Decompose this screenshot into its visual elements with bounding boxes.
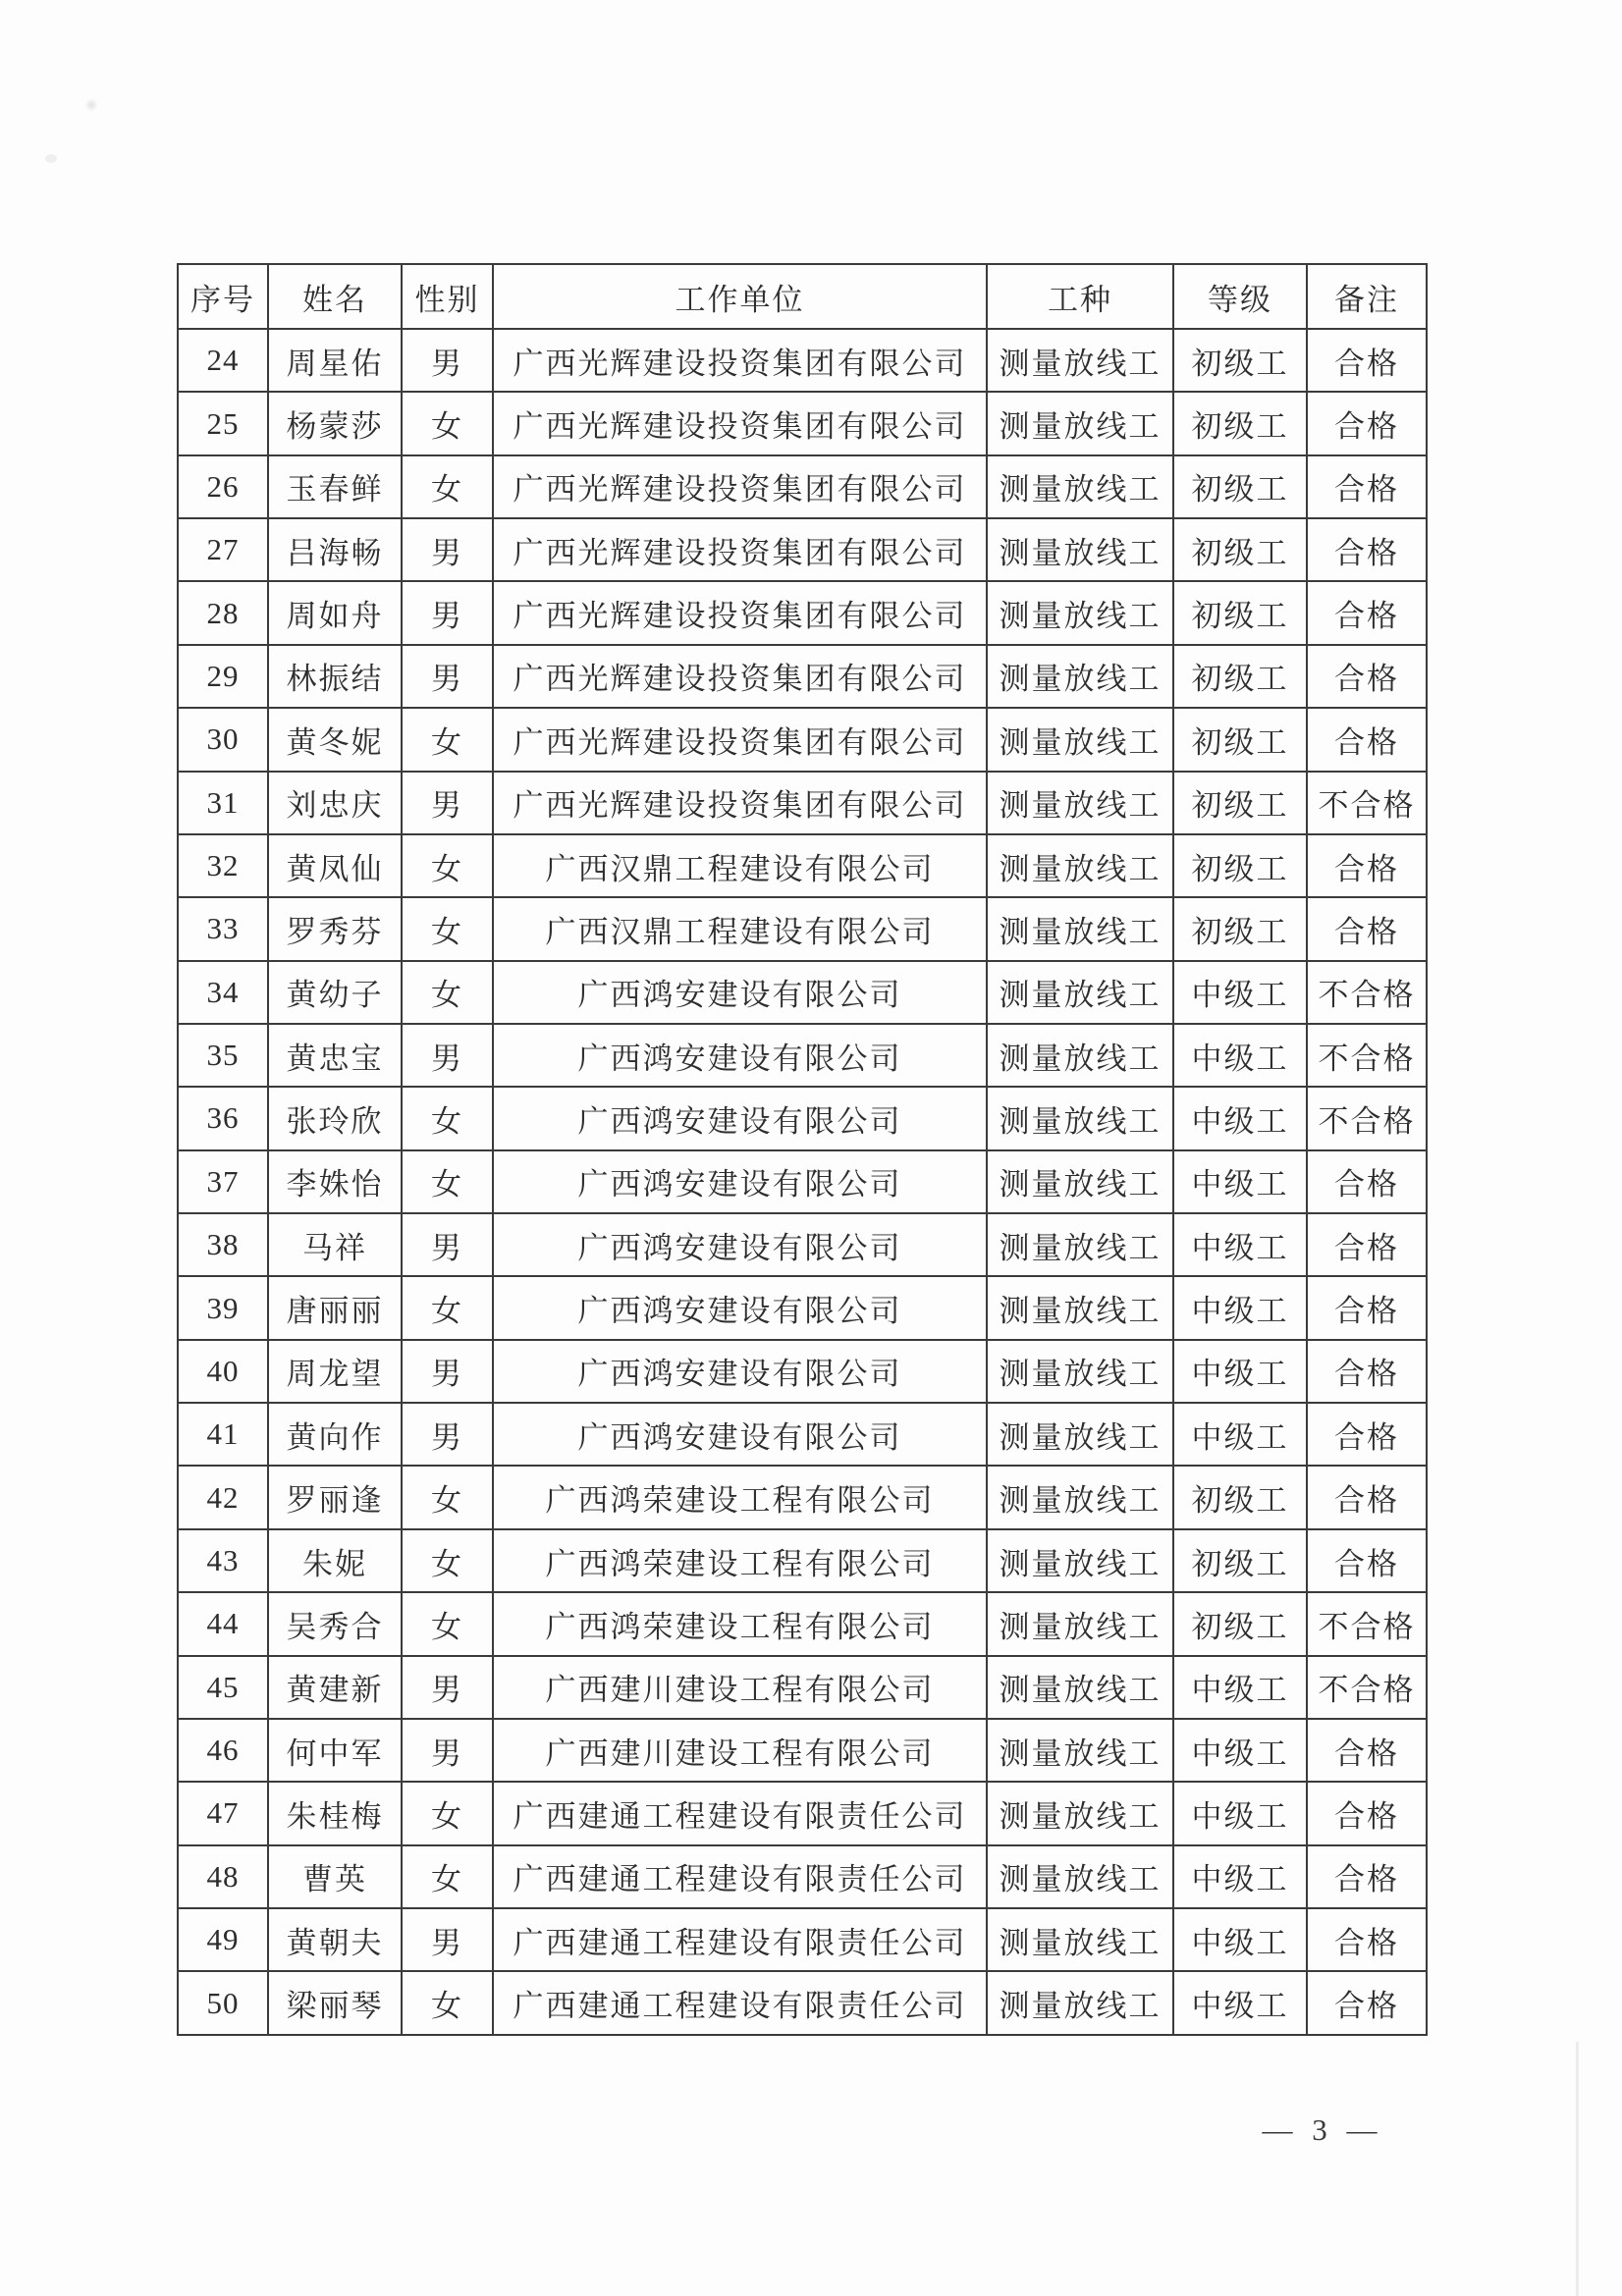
- cell-gender: 女: [402, 1845, 493, 1908]
- table-row: [178, 518, 1427, 581]
- cell-no: 38: [178, 1213, 268, 1276]
- cell-remark: 合格: [1307, 1908, 1427, 1971]
- cell-remark: 不合格: [1307, 1656, 1427, 1719]
- cell-name: 罗丽逢: [268, 1466, 402, 1528]
- cell-company: 广西光辉建设投资集团有限公司: [493, 772, 987, 834]
- cell-gender: 男: [402, 581, 493, 644]
- cell-trade: 测量放线工: [987, 455, 1173, 518]
- cell-trade: 测量放线工: [987, 708, 1173, 771]
- cell-trade: 测量放线工: [987, 1719, 1173, 1782]
- cell-gender: 女: [402, 1276, 493, 1339]
- cell-company: 广西建通工程建设有限责任公司: [493, 1845, 987, 1908]
- cell-remark: 合格: [1307, 834, 1427, 897]
- cell-trade: 测量放线工: [987, 834, 1173, 897]
- cell-name: 黄忠宝: [268, 1024, 402, 1087]
- cell-no: 47: [178, 1782, 268, 1844]
- cell-level: 中级工: [1173, 1782, 1307, 1844]
- table-row: [178, 1150, 1427, 1213]
- cell-company: 广西光辉建设投资集团有限公司: [493, 518, 987, 581]
- cell-remark: 合格: [1307, 1213, 1427, 1276]
- cell-gender: 男: [402, 772, 493, 834]
- cell-gender: 女: [402, 1529, 493, 1592]
- cell-trade: 测量放线工: [987, 329, 1173, 392]
- cell-level: 中级工: [1173, 1719, 1307, 1782]
- cell-remark: 合格: [1307, 1782, 1427, 1844]
- cell-name: 杨蒙莎: [268, 392, 402, 454]
- cell-company: 广西光辉建设投资集团有限公司: [493, 455, 987, 518]
- cell-level: 初级工: [1173, 834, 1307, 897]
- cell-company: 广西鸿安建设有限公司: [493, 1276, 987, 1339]
- table-row: [178, 834, 1427, 897]
- table-row: [178, 1529, 1427, 1592]
- table-row: [178, 645, 1427, 708]
- cell-level: 初级工: [1173, 1466, 1307, 1528]
- cell-name: 朱妮: [268, 1529, 402, 1592]
- cell-gender: 男: [402, 1656, 493, 1719]
- cell-no: 28: [178, 581, 268, 644]
- table-row: [178, 581, 1427, 644]
- column-header-trade: 工种: [987, 264, 1173, 329]
- cell-no: 41: [178, 1403, 268, 1466]
- cell-gender: 女: [402, 708, 493, 771]
- cell-gender: 男: [402, 518, 493, 581]
- cell-trade: 测量放线工: [987, 1276, 1173, 1339]
- table-row: [178, 897, 1427, 960]
- cell-name: 黄建新: [268, 1656, 402, 1719]
- cell-level: 初级工: [1173, 455, 1307, 518]
- cell-level: 初级工: [1173, 897, 1307, 960]
- cell-no: 48: [178, 1845, 268, 1908]
- cell-level: 中级工: [1173, 1656, 1307, 1719]
- column-header-gender: 性别: [402, 264, 493, 329]
- cell-level: 中级工: [1173, 1150, 1307, 1213]
- cell-remark: 合格: [1307, 1403, 1427, 1466]
- cell-company: 广西光辉建设投资集团有限公司: [493, 329, 987, 392]
- cell-company: 广西鸿安建设有限公司: [493, 1403, 987, 1466]
- cell-level: 中级工: [1173, 1845, 1307, 1908]
- certification-results-table: [177, 263, 1428, 2036]
- cell-remark: 合格: [1307, 708, 1427, 771]
- cell-name: 张玲欣: [268, 1087, 402, 1149]
- cell-remark: 不合格: [1307, 1024, 1427, 1087]
- cell-trade: 测量放线工: [987, 1024, 1173, 1087]
- cell-gender: 女: [402, 961, 493, 1024]
- cell-name: 朱桂梅: [268, 1782, 402, 1844]
- cell-level: 中级工: [1173, 1908, 1307, 1971]
- cell-company: 广西鸿安建设有限公司: [493, 1087, 987, 1149]
- cell-trade: 测量放线工: [987, 1971, 1173, 2035]
- cell-trade: 测量放线工: [987, 1656, 1173, 1719]
- cell-gender: 女: [402, 1150, 493, 1213]
- table-row: [178, 392, 1427, 454]
- table-row: [178, 1403, 1427, 1466]
- cell-name: 黄冬妮: [268, 708, 402, 771]
- column-header-remark: 备注: [1307, 264, 1427, 329]
- cell-level: 中级工: [1173, 1340, 1307, 1403]
- cell-level: 初级工: [1173, 392, 1307, 454]
- cell-remark: 合格: [1307, 581, 1427, 644]
- table-row: [178, 1466, 1427, 1528]
- scan-edge-streak: [1576, 2042, 1579, 2296]
- cell-name: 黄幼子: [268, 961, 402, 1024]
- cell-trade: 测量放线工: [987, 1087, 1173, 1149]
- cell-gender: 女: [402, 1782, 493, 1844]
- cell-name: 黄朝夫: [268, 1908, 402, 1971]
- table-row: [178, 1656, 1427, 1719]
- cell-no: 34: [178, 961, 268, 1024]
- cell-remark: 合格: [1307, 455, 1427, 518]
- cell-level: 初级工: [1173, 708, 1307, 771]
- table-row: [178, 772, 1427, 834]
- cell-level: 中级工: [1173, 1971, 1307, 2035]
- cell-gender: 男: [402, 1340, 493, 1403]
- cell-name: 周如舟: [268, 581, 402, 644]
- cell-no: 30: [178, 708, 268, 771]
- cell-remark: 合格: [1307, 1276, 1427, 1339]
- cell-no: 37: [178, 1150, 268, 1213]
- table-row: [178, 1276, 1427, 1339]
- table-row: [178, 1971, 1427, 2035]
- cell-level: 初级工: [1173, 772, 1307, 834]
- cell-company: 广西鸿安建设有限公司: [493, 1024, 987, 1087]
- cell-level: 中级工: [1173, 961, 1307, 1024]
- cell-no: 42: [178, 1466, 268, 1528]
- cell-gender: 男: [402, 1403, 493, 1466]
- cell-no: 36: [178, 1087, 268, 1149]
- cell-company: 广西鸿安建设有限公司: [493, 1150, 987, 1213]
- table-row: [178, 1845, 1427, 1908]
- cell-trade: 测量放线工: [987, 772, 1173, 834]
- cell-name: 玉春鲜: [268, 455, 402, 518]
- table-header-row: [178, 264, 1427, 329]
- cell-gender: 女: [402, 1087, 493, 1149]
- cell-name: 唐丽丽: [268, 1276, 402, 1339]
- cell-gender: 女: [402, 1466, 493, 1528]
- cell-company: 广西鸿安建设有限公司: [493, 961, 987, 1024]
- cell-name: 梁丽琴: [268, 1971, 402, 2035]
- cell-no: 45: [178, 1656, 268, 1719]
- cell-remark: 不合格: [1307, 1592, 1427, 1655]
- cell-name: 吕海畅: [268, 518, 402, 581]
- cell-trade: 测量放线工: [987, 1466, 1173, 1528]
- cell-name: 黄凤仙: [268, 834, 402, 897]
- cell-trade: 测量放线工: [987, 392, 1173, 454]
- cell-remark: 不合格: [1307, 961, 1427, 1024]
- cell-no: 35: [178, 1024, 268, 1087]
- cell-remark: 合格: [1307, 1845, 1427, 1908]
- cell-remark: 合格: [1307, 1719, 1427, 1782]
- cell-gender: 女: [402, 834, 493, 897]
- cell-company: 广西建川建设工程有限公司: [493, 1719, 987, 1782]
- cell-remark: 合格: [1307, 329, 1427, 392]
- table-row: [178, 1782, 1427, 1844]
- cell-name: 曹英: [268, 1845, 402, 1908]
- cell-trade: 测量放线工: [987, 1403, 1173, 1466]
- table-row: [178, 329, 1427, 392]
- cell-company: 广西汉鼎工程建设有限公司: [493, 897, 987, 960]
- cell-level: 中级工: [1173, 1087, 1307, 1149]
- cell-name: 罗秀芬: [268, 897, 402, 960]
- cell-name: 吴秀合: [268, 1592, 402, 1655]
- cell-level: 初级工: [1173, 1592, 1307, 1655]
- cell-company: 广西建通工程建设有限责任公司: [493, 1971, 987, 2035]
- table-row: [178, 1340, 1427, 1403]
- cell-gender: 男: [402, 329, 493, 392]
- cell-remark: 不合格: [1307, 772, 1427, 834]
- cell-name: 周星佑: [268, 329, 402, 392]
- cell-remark: 合格: [1307, 1340, 1427, 1403]
- cell-trade: 测量放线工: [987, 1592, 1173, 1655]
- cell-gender: 男: [402, 645, 493, 708]
- cell-company: 广西建川建设工程有限公司: [493, 1656, 987, 1719]
- cell-remark: 合格: [1307, 1529, 1427, 1592]
- cell-level: 中级工: [1173, 1213, 1307, 1276]
- cell-no: 24: [178, 329, 268, 392]
- cell-level: 中级工: [1173, 1024, 1307, 1087]
- cell-trade: 测量放线工: [987, 645, 1173, 708]
- table-row: [178, 1719, 1427, 1782]
- cell-gender: 男: [402, 1908, 493, 1971]
- cell-remark: 合格: [1307, 1150, 1427, 1213]
- cell-company: 广西建通工程建设有限责任公司: [493, 1908, 987, 1971]
- cell-trade: 测量放线工: [987, 581, 1173, 644]
- table-row: [178, 1213, 1427, 1276]
- cell-remark: 合格: [1307, 392, 1427, 454]
- cell-level: 初级工: [1173, 581, 1307, 644]
- cell-company: 广西鸿荣建设工程有限公司: [493, 1466, 987, 1528]
- cell-gender: 女: [402, 392, 493, 454]
- column-header-work-unit: 工作单位: [493, 264, 987, 329]
- cell-no: 50: [178, 1971, 268, 2035]
- cell-company: 广西建通工程建设有限责任公司: [493, 1782, 987, 1844]
- table-row: [178, 961, 1427, 1024]
- cell-company: 广西光辉建设投资集团有限公司: [493, 645, 987, 708]
- table-row: [178, 455, 1427, 518]
- cell-name: 刘忠庆: [268, 772, 402, 834]
- cell-remark: 合格: [1307, 1466, 1427, 1528]
- cell-level: 初级工: [1173, 645, 1307, 708]
- cell-no: 46: [178, 1719, 268, 1782]
- cell-trade: 测量放线工: [987, 1529, 1173, 1592]
- cell-gender: 女: [402, 1971, 493, 2035]
- cell-no: 27: [178, 518, 268, 581]
- cell-trade: 测量放线工: [987, 1213, 1173, 1276]
- cell-company: 广西光辉建设投资集团有限公司: [493, 581, 987, 644]
- cell-no: 49: [178, 1908, 268, 1971]
- cell-name: 林振结: [268, 645, 402, 708]
- cell-level: 中级工: [1173, 1403, 1307, 1466]
- cell-remark: 合格: [1307, 1971, 1427, 2035]
- cell-no: 39: [178, 1276, 268, 1339]
- cell-level: 初级工: [1173, 518, 1307, 581]
- cell-no: 44: [178, 1592, 268, 1655]
- cell-remark: 不合格: [1307, 1087, 1427, 1149]
- cell-company: 广西鸿安建设有限公司: [493, 1213, 987, 1276]
- cell-no: 43: [178, 1529, 268, 1592]
- cell-trade: 测量放线工: [987, 897, 1173, 960]
- table-row: [178, 1908, 1427, 1971]
- cell-gender: 女: [402, 1592, 493, 1655]
- table-row: [178, 1087, 1427, 1149]
- cell-gender: 女: [402, 455, 493, 518]
- column-header-name: 姓名: [268, 264, 402, 329]
- cell-company: 广西汉鼎工程建设有限公司: [493, 834, 987, 897]
- cell-name: 马祥: [268, 1213, 402, 1276]
- cell-no: 25: [178, 392, 268, 454]
- cell-no: 26: [178, 455, 268, 518]
- cell-no: 32: [178, 834, 268, 897]
- cell-trade: 测量放线工: [987, 961, 1173, 1024]
- cell-company: 广西鸿荣建设工程有限公司: [493, 1592, 987, 1655]
- scan-speck: [84, 98, 98, 112]
- table-row: [178, 1024, 1427, 1087]
- cell-remark: 合格: [1307, 645, 1427, 708]
- cell-company: 广西光辉建设投资集团有限公司: [493, 708, 987, 771]
- cell-level: 初级工: [1173, 1529, 1307, 1592]
- cell-trade: 测量放线工: [987, 1340, 1173, 1403]
- column-header-no: 序号: [178, 264, 268, 329]
- cell-name: 周龙望: [268, 1340, 402, 1403]
- table-body: [178, 329, 1427, 2035]
- cell-level: 初级工: [1173, 329, 1307, 392]
- cell-name: 黄向作: [268, 1403, 402, 1466]
- cell-company: 广西光辉建设投资集团有限公司: [493, 392, 987, 454]
- cell-no: 29: [178, 645, 268, 708]
- table-row: [178, 708, 1427, 771]
- cell-trade: 测量放线工: [987, 518, 1173, 581]
- page-number: — 3 —: [1262, 2112, 1383, 2147]
- table-row: [178, 1592, 1427, 1655]
- cell-company: 广西鸿荣建设工程有限公司: [493, 1529, 987, 1592]
- cell-no: 33: [178, 897, 268, 960]
- cell-trade: 测量放线工: [987, 1845, 1173, 1908]
- cell-trade: 测量放线工: [987, 1908, 1173, 1971]
- cell-no: 31: [178, 772, 268, 834]
- cell-level: 中级工: [1173, 1276, 1307, 1339]
- cell-remark: 合格: [1307, 518, 1427, 581]
- cell-no: 40: [178, 1340, 268, 1403]
- cell-trade: 测量放线工: [987, 1782, 1173, 1844]
- cell-trade: 测量放线工: [987, 1150, 1173, 1213]
- cell-gender: 女: [402, 897, 493, 960]
- cell-name: 何中军: [268, 1719, 402, 1782]
- cell-gender: 男: [402, 1213, 493, 1276]
- scan-speck: [45, 154, 57, 163]
- cell-remark: 合格: [1307, 897, 1427, 960]
- cell-gender: 男: [402, 1719, 493, 1782]
- cell-name: 李姝怡: [268, 1150, 402, 1213]
- column-header-level: 等级: [1173, 264, 1307, 329]
- cell-gender: 男: [402, 1024, 493, 1087]
- cell-company: 广西鸿安建设有限公司: [493, 1340, 987, 1403]
